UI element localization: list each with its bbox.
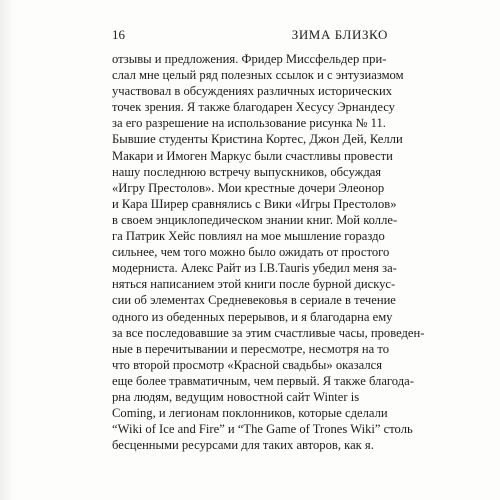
running-head: ЗИМА БЛИЗКО (291, 27, 388, 42)
text-line: га Патрик Хейс повлиял на мое мышление гораздо (112, 229, 385, 244)
text-line: «Игру Престолов». Мои крестные дочери Элеонор (112, 180, 385, 195)
text-line: слал мне целый ряд полезных ссылок и с энтузиазмом (112, 68, 404, 83)
text-line: и Кара Ширер сравнялись с Вики «Игры Престолов» (112, 196, 397, 211)
text-line: одного из обеденных перерывов, и я благодарна ему (112, 309, 393, 324)
text-line: отзывы и предложения. Фридер Миссфельдер при- (112, 52, 387, 66)
text-line: “Wiki of Ice and Fire” и “The Game of Trones Wiki” столь (112, 422, 413, 437)
text-line: еще более травматичным, чем первый. Я также благода- (112, 373, 414, 388)
page-gutter-shadow (0, 0, 14, 500)
text-line: няться написанием этой книги после бурной дискус- (112, 277, 396, 292)
text-line: рна людям, ведущим новостной сайт Winter is (112, 389, 360, 404)
text-line: нашу последнюю встречу выпускников, обсуждая (112, 164, 382, 179)
text-line: модерниста. Алекс Райт из I.B.Tauris убедил меня за- (112, 261, 397, 276)
text-line: точек зрения. Я также благодарен Хесусу Эрнандесу (112, 100, 395, 115)
text-line: за его разрешение на использование рисунка № 11. (112, 116, 386, 131)
text-line: ные в перечитывании и пересмотре, несмотря на то (112, 341, 390, 356)
text-line: Бывшие студенты Кристина Кортес, Джон Дей, Келли (112, 132, 403, 147)
body-text (112, 51, 425, 453)
page-number: 16 (112, 27, 125, 42)
text-line: Coming, и легионам поклонников, которые сделали (112, 406, 388, 421)
text-line: бесценными ресурсами для таких авторов, как я. (112, 438, 374, 453)
text-line: сии об элементах Средневековья в сериале в течение (112, 293, 396, 308)
text-line: Макари и Имоген Маркус были счастливы провести (112, 148, 393, 163)
text-line: за все последовавшие за этим счастливые часы, проведен- (112, 325, 425, 340)
text-line: что второй просмотр «Красной свадьбы» оказался (112, 357, 382, 372)
text-line: сильнее, чем того можно было ожидать от простого (112, 245, 390, 260)
text-line: участвовал в обсуждениях различных исторических (112, 84, 393, 99)
text-line: в своем энциклопедическом знании книг. Мой колле- (112, 212, 398, 227)
